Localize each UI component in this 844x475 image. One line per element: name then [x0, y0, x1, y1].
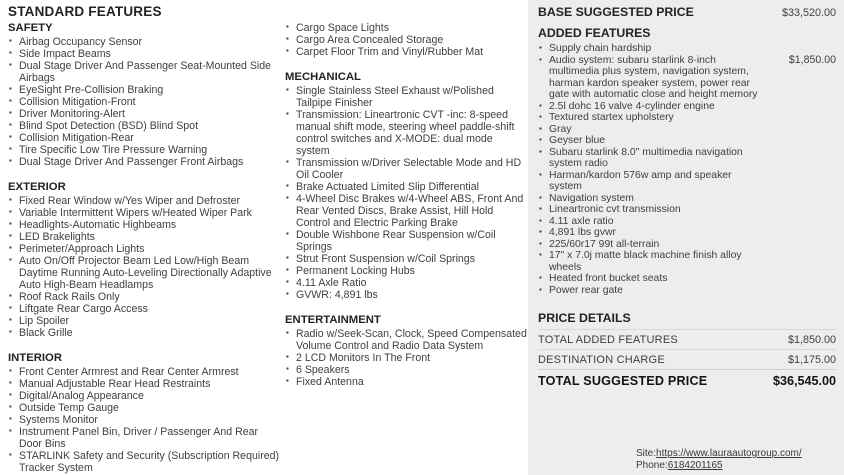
feature-item: ▪ Front Center Armrest and Rear Center Armrest — [8, 366, 280, 378]
feature-item: ▪ Cargo Area Concealed Storage — [285, 34, 528, 46]
feature-item: ▪ Strut Front Suspension w/Coil Springs — [285, 253, 528, 265]
phone-label: Phone: — [636, 459, 668, 471]
added-feature-item — [538, 285, 836, 297]
feature-item: ▪ Tire Specific Low Tire Pressure Warning — [8, 144, 280, 156]
added-feature-text: ▪ Textured startex upholstery — [549, 112, 674, 123]
interior-continued-feature-list — [285, 22, 528, 58]
added-feature-item — [538, 124, 836, 136]
section-heading-interior: INTERIOR — [8, 352, 62, 364]
feature-item: ▪ Transmission: Lineartronic CVT -inc: 8-speed manual shift mode, steering wheel paddle-shift control switches and X-MODE: dual mode system — [285, 109, 528, 157]
added-feature-text: ▪ Harman/kardon 576w amp and speaker system — [549, 169, 732, 192]
added-feature-text: ▪ Subaru starlink 8.0" multimedia navigation system radio — [549, 146, 743, 169]
feature-item: ▪ Headlights-Automatic Highbeams — [8, 219, 280, 231]
added-feature-text: ▪ 17" x 7.0j matte black machine finish alloy wheels — [549, 250, 742, 273]
added-feature-text: ▪ 225/60r17 99t all-terrain — [549, 238, 660, 250]
added-features-list — [538, 43, 836, 296]
added-feature-text: ▪ Audio system: subaru starlink 8-inch multimedia plus system, navigation system, harman kardon speaker system, power rear gate with automatic close and height memory — [549, 54, 758, 100]
feature-item: ▪ Instrument Panel Bin, Driver / Passenger And Rear Door Bins — [8, 426, 280, 450]
price-details-rows — [538, 329, 836, 369]
price-details-heading: PRICE DETAILS — [538, 311, 631, 325]
feature-item: ▪ Black Grille — [8, 327, 280, 339]
price-detail-label: TOTAL ADDED FEATURES — [538, 334, 678, 346]
feature-item: ▪ Double Wishbone Rear Suspension w/Coil Springs — [285, 229, 528, 253]
added-feature-item — [538, 239, 836, 251]
base-price-label: BASE SUGGESTED PRICE — [538, 5, 694, 19]
section-interior-continued — [285, 22, 528, 58]
feature-item: ▪ Outside Temp Gauge — [8, 402, 280, 414]
added-feature-text: ▪ 2.5l dohc 16 valve 4-cylinder engine — [549, 100, 715, 112]
added-feature-item — [538, 112, 836, 124]
feature-item: ▪ Carpet Floor Trim and Vinyl/Rubber Mat — [285, 46, 528, 58]
feature-item: ▪ Collision Mitigation-Front — [8, 96, 280, 108]
feature-item: ▪ Airbag Occupancy Sensor — [8, 36, 280, 48]
added-feature-item — [538, 55, 836, 101]
entertainment-feature-list — [285, 328, 528, 388]
price-detail-value: $1,850.00 — [787, 334, 836, 346]
feature-item: ▪ Driver Monitoring-Alert — [8, 108, 280, 120]
feature-item: ▪ Roof Rack Rails Only — [8, 291, 280, 303]
added-feature-item — [538, 250, 836, 273]
feature-item: ▪ Fixed Rear Window w/Yes Wiper and Defroster — [8, 195, 280, 207]
feature-item: ▪ GVWR: 4,891 lbs — [285, 289, 528, 301]
feature-item: ▪ Auto On/Off Projector Beam Led Low/High Beam Daytime Running Auto-Leveling Directionally Adaptive Auto High-Beam Headlamps — [8, 255, 280, 291]
feature-item: ▪ Fixed Antenna — [285, 376, 528, 388]
feature-item: ▪ Perimeter/Approach Lights — [8, 243, 280, 255]
section-mechanical — [285, 71, 528, 301]
feature-item: ▪ Variable Intermittent Wipers w/Heated Wiper Park — [8, 207, 280, 219]
section-heading-mechanical: MECHANICAL — [285, 71, 361, 83]
feature-item: ▪ Single Stainless Steel Exhaust w/Polished Tailpipe Finisher — [285, 85, 528, 109]
pricing-panel — [528, 0, 844, 475]
dealer-phone-link[interactable]: 6184201165 — [667, 459, 723, 471]
base-price-row — [538, 5, 836, 19]
exterior-feature-list — [8, 195, 280, 339]
feature-item: ▪ 2 LCD Monitors In The Front — [285, 352, 528, 364]
feature-item: ▪ EyeSight Pre-Collision Braking — [8, 84, 280, 96]
feature-item: ▪ Blind Spot Detection (BSD) Blind Spot — [8, 120, 280, 132]
total-suggested-price-label: TOTAL SUGGESTED PRICE — [538, 374, 708, 388]
section-heading-exterior: EXTERIOR — [8, 181, 66, 193]
mechanical-feature-list — [285, 85, 528, 301]
features-column-middle — [285, 22, 528, 388]
feature-item: ▪ STARLINK Safety and Security (Subscription Required) Tracker System — [8, 450, 280, 474]
added-feature-item — [538, 273, 836, 285]
added-feature-item — [538, 193, 836, 205]
dealer-phone-line — [636, 460, 802, 472]
price-detail-row — [538, 329, 836, 349]
added-feature-text: ▪ Supply chain hardship — [549, 43, 652, 54]
feature-item: ▪ Cargo Space Lights — [285, 22, 528, 34]
feature-item: ▪ Manual Adjustable Rear Head Restraints — [8, 378, 280, 390]
feature-item: ▪ Lip Spoiler — [8, 315, 280, 327]
feature-item: ▪ Digital/Analog Appearance — [8, 390, 280, 402]
added-feature-text: ▪ Navigation system — [549, 192, 634, 204]
feature-item: ▪ Radio w/Seek-Scan, Clock, Speed Compensated Volume Control and Radio Data System — [285, 328, 528, 352]
added-features-heading: ADDED FEATURES — [538, 26, 651, 40]
added-feature-text: ▪ Lineartronic cvt transmission — [549, 204, 681, 215]
dealer-site-line — [636, 448, 802, 460]
standard-features-title: STANDARD FEATURES — [8, 4, 162, 19]
interior-feature-list — [8, 366, 280, 474]
safety-feature-list — [8, 36, 280, 168]
added-feature-item — [538, 216, 836, 228]
section-entertainment — [285, 314, 528, 388]
dealer-site-link[interactable]: https://www.lauraautogroup.com/ — [656, 448, 802, 459]
feature-item: ▪ Liftgate Rear Cargo Access — [8, 303, 280, 315]
section-safety — [8, 22, 280, 168]
added-feature-item — [538, 147, 836, 170]
section-interior — [8, 352, 280, 474]
price-detail-row — [538, 349, 836, 369]
site-label: Site: — [636, 448, 657, 459]
section-exterior — [8, 181, 280, 339]
feature-item: ▪ LED Brakelights — [8, 231, 280, 243]
added-feature-text: ▪ Power rear gate — [549, 284, 623, 296]
added-feature-text: ▪ 4.11 axle ratio — [549, 215, 614, 227]
feature-item: ▪ Side Impact Beams — [8, 48, 280, 60]
added-feature-text: ▪ Heated front bucket seats — [549, 273, 668, 284]
feature-item: ▪ Systems Monitor — [8, 414, 280, 426]
section-heading-safety: SAFETY — [8, 22, 53, 34]
feature-item: ▪ 4-Wheel Disc Brakes w/4-Wheel ABS, Front And Rear Vented Discs, Brake Assist, Hill Hold Control and Electric Parking Brake — [285, 193, 528, 229]
price-detail-label: DESTINATION CHARGE — [538, 354, 665, 366]
feature-item: ▪ Collision Mitigation-Rear — [8, 132, 280, 144]
added-feature-item — [538, 43, 836, 55]
added-feature-item — [538, 170, 836, 193]
price-detail-value: $1,175.00 — [787, 354, 836, 366]
added-feature-text: ▪ 4,891 lbs gvwr — [549, 227, 616, 238]
total-suggested-price-value: $36,545.00 — [772, 374, 836, 388]
feature-item: ▪ Permanent Locking Hubs — [285, 265, 528, 277]
added-feature-text: ▪ Geyser blue — [549, 135, 606, 146]
feature-item: ▪ 6 Speakers — [285, 364, 528, 376]
feature-item: ▪ Transmission w/Driver Selectable Mode and HD Oil Cooler — [285, 157, 528, 181]
added-feature-text: ▪ Gray — [549, 123, 572, 135]
added-feature-item — [538, 204, 836, 216]
feature-item: ▪ 4.11 Axle Ratio — [285, 277, 528, 289]
added-feature-item — [538, 135, 836, 147]
section-heading-entertainment: ENTERTAINMENT — [285, 314, 381, 326]
feature-item: ▪ Brake Actuated Limited Slip Differential — [285, 181, 528, 193]
added-feature-item — [538, 101, 836, 113]
features-column-left — [8, 22, 280, 474]
dealer-footer — [636, 448, 802, 471]
feature-item: ▪ Dual Stage Driver And Passenger Front Airbags — [8, 156, 280, 168]
added-feature-price: $1,850.00 — [788, 53, 836, 66]
base-price-value: $33,520.00 — [781, 7, 836, 19]
added-feature-item — [538, 227, 836, 239]
feature-item: ▪ Dual Stage Driver And Passenger Seat-Mounted Side Airbags — [8, 60, 280, 84]
total-suggested-price-row — [538, 369, 836, 391]
